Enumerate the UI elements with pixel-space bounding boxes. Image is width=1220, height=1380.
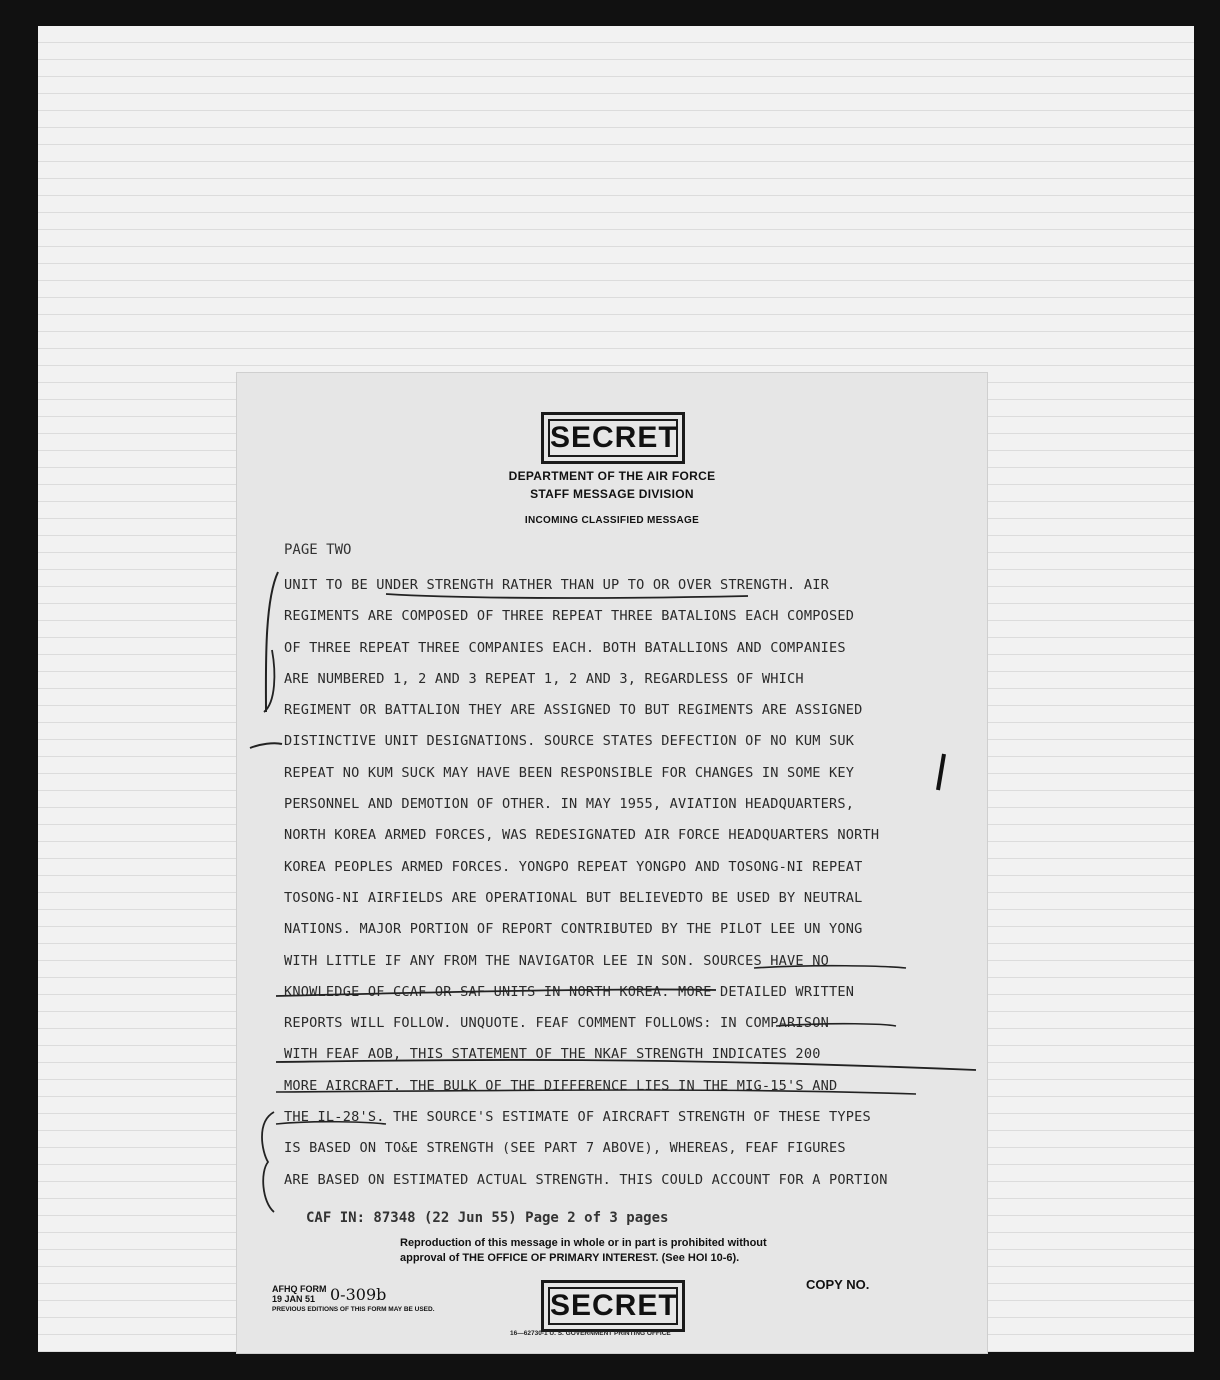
message-line: OF THREE REPEAT THREE COMPANIES EACH. BOTH BATALLIONS AND COMPANIES: [284, 639, 846, 656]
message-line: PERSONNEL AND DEMOTION OF OTHER. IN MAY 1955, AVIATION HEADQUARTERS,: [284, 796, 855, 813]
message-line: REPORTS WILL FOLLOW. UNQUOTE. FEAF COMMENT FOLLOWS: IN COMPARISON: [284, 1015, 829, 1032]
message-line: REGIMENT OR BATTALION THEY ARE ASSIGNED TO BUT REGIMENTS ARE ASSIGNED: [284, 702, 863, 719]
message-line: KNOWLEDGE OF CCAF OR SAF UNITS IN NORTH KOREA. MORE DETAILED WRITTEN: [284, 983, 855, 1000]
message-line: IS BASED ON TO&E STRENGTH (SEE PART 7 ABOVE), WHEREAS, FEAF FIGURES: [284, 1140, 846, 1157]
message-line: TOSONG-NI AIRFIELDS ARE OPERATIONAL BUT BELIEVEDTO BE USED BY NEUTRAL: [284, 889, 863, 906]
printing-office-imprint: 16—62730-1 U. S. GOVERNMENT PRINTING OFFICE: [510, 1330, 671, 1337]
margin-tick-mark: [250, 743, 282, 748]
message-line: REGIMENTS ARE COMPOSED OF THREE REPEAT THREE BATALIONS EACH COMPOSED: [284, 608, 855, 625]
message-type: INCOMING CLASSIFIED MESSAGE: [524, 515, 700, 526]
previous-editions-note: PREVIOUS EDITIONS OF THIS FORM MAY BE USED.: [272, 1306, 435, 1313]
form-date: 19 JAN 51: [272, 1294, 316, 1304]
form-number: 0-309b: [330, 1285, 387, 1304]
margin-bracket-upper: [266, 572, 278, 712]
reproduction-notice: [400, 1236, 870, 1266]
message-line: NORTH KOREA ARMED FORCES, WAS REDESIGNATED AIR FORCE HEADQUARTERS NORTH: [284, 827, 880, 844]
margin-brace-lower: [262, 1112, 274, 1212]
classification-label-top: SECRET: [548, 419, 678, 457]
form-label: AFHQ FORM: [272, 1284, 327, 1294]
classification-label-bottom: SECRET: [548, 1287, 678, 1325]
margin-bracket-mid: [264, 650, 274, 712]
caf-reference: CAF IN: 87348 (22 Jun 55) Page 2 of 3 pages: [306, 1210, 669, 1226]
message-line: WITH FEAF AOB, THIS STATEMENT OF THE NKAF STRENGTH INDICATES 200: [284, 1046, 821, 1063]
form-identifier: [272, 1284, 435, 1313]
message-sheet: [236, 372, 988, 1354]
message-line: WITH LITTLE IF ANY FROM THE NAVIGATOR LEE IN SON. SOURCES HAVE NO: [284, 952, 829, 969]
message-body: [284, 570, 974, 1196]
message-line: REPEAT NO KUM SUCK MAY HAVE BEEN RESPONSIBLE FOR CHANGES IN SOME KEY: [284, 764, 855, 781]
reproduction-notice-line-2: approval of THE OFFICE OF PRIMARY INTEREST. (See HOI 10-6).: [400, 1252, 740, 1264]
page-label: PAGE TWO: [284, 542, 352, 558]
message-line: ARE BASED ON ESTIMATED ACTUAL STRENGTH. THIS COULD ACCOUNT FOR A PORTION: [284, 1171, 888, 1188]
message-line: DISTINCTIVE UNIT DESIGNATIONS. SOURCE STATES DEFECTION OF NO KUM SUK: [284, 733, 855, 750]
message-line: NATIONS. MAJOR PORTION OF REPORT CONTRIBUTED BY THE PILOT LEE UN YONG: [284, 921, 863, 938]
message-line: KOREA PEOPLES ARMED FORCES. YONGPO REPEAT YONGPO AND TOSONG-NI REPEAT: [284, 858, 863, 875]
message-line: MORE AIRCRAFT. THE BULK OF THE DIFFERENCE LIES IN THE MIG-15'S AND: [284, 1077, 838, 1094]
classification-stamp-bottom: [541, 1280, 685, 1332]
department-title: DEPARTMENT OF THE AIR FORCE: [508, 469, 716, 483]
message-line: UNIT TO BE UNDER STRENGTH RATHER THAN UP TO OR OVER STRENGTH. AIR: [284, 577, 829, 593]
copy-number-label: COPY NO.: [806, 1277, 870, 1292]
classification-stamp-top: [541, 412, 685, 464]
message-line: THE IL-28'S. THE SOURCE'S ESTIMATE OF AIRCRAFT STRENGTH OF THESE TYPES: [284, 1109, 871, 1126]
message-line: ARE NUMBERED 1, 2 AND 3 REPEAT 1, 2 AND 3, REGARDLESS OF WHICH: [284, 670, 804, 687]
reproduction-notice-line-1: Reproduction of this message in whole or in part is prohibited without: [400, 1237, 767, 1249]
division-title: STAFF MESSAGE DIVISION: [530, 487, 694, 501]
